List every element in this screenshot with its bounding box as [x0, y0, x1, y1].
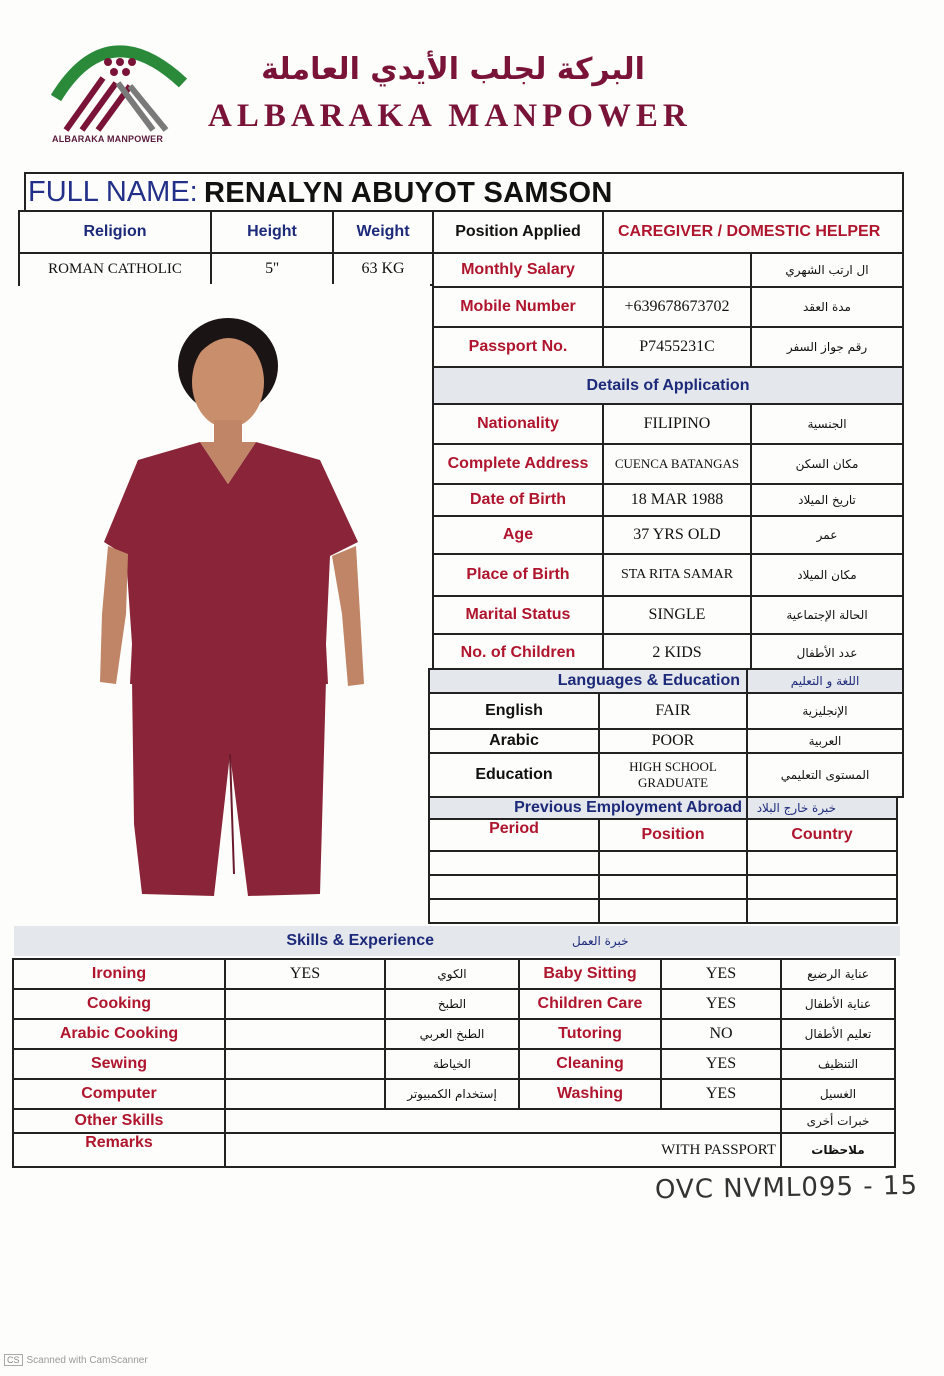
skill-washing-value: YES — [661, 1079, 781, 1109]
english-label: English — [429, 693, 599, 729]
employment-cell — [747, 875, 897, 899]
address-arabic: مكان السكن — [751, 444, 903, 484]
salary-label: Monthly Salary — [433, 253, 603, 287]
position-applied-label: Position Applied — [433, 211, 603, 253]
details-title: Details of Application — [433, 368, 903, 404]
skills-title: Skills & Experience — [286, 932, 434, 949]
marital-status-label: Marital Status — [433, 596, 603, 634]
skill-arabiccooking-arabic: الطبخ العربي — [385, 1019, 519, 1049]
languages-title: Languages & Education — [429, 669, 747, 693]
religion-value: ROMAN CATHOLIC — [19, 253, 211, 285]
skill-cleaning-value: YES — [661, 1049, 781, 1079]
languages-title-arabic: اللغة و التعليم — [747, 669, 903, 693]
employment-cell — [747, 851, 897, 875]
mobile-label-arabic: مدة العقد — [751, 287, 903, 327]
age-label: Age — [433, 516, 603, 554]
employment-cell — [747, 899, 897, 923]
skill-computer-label: Computer — [13, 1079, 225, 1109]
skill-childrencare-arabic: عناية الأطفال — [781, 989, 895, 1019]
skill-babysitting-label: Baby Sitting — [519, 959, 661, 989]
skill-computer-arabic: إستخدام الكمبيوتر — [385, 1079, 519, 1109]
place-of-birth-value: STA RITA SAMAR — [603, 554, 751, 596]
handwritten-note: OVC NVML095 - 15 — [654, 1170, 919, 1206]
employment-cell — [429, 899, 599, 923]
employment-title-arabic: خبرة خارج البلاد — [747, 797, 897, 819]
salary-value — [603, 253, 751, 287]
other-skills-arabic: خبرات أخرى — [781, 1109, 895, 1133]
position-header: Position — [599, 819, 747, 851]
arabic-value: POOR — [599, 729, 747, 753]
period-header: Period — [429, 819, 599, 851]
passport-label-arabic: رقم جواز السفر — [751, 327, 903, 367]
applicant-photo — [20, 284, 430, 926]
age-value: 37 YRS OLD — [603, 516, 751, 554]
employment-cell — [599, 875, 747, 899]
languages-table — [428, 668, 904, 798]
remarks-value: WITH PASSPORT — [225, 1133, 781, 1167]
employment-title: Previous Employment Abroad — [429, 797, 747, 819]
skill-babysitting-value: YES — [661, 959, 781, 989]
skill-ironing-label: Ironing — [13, 959, 225, 989]
religion-label: Religion — [19, 211, 211, 253]
arabic-label: Arabic — [429, 729, 599, 753]
skill-babysitting-arabic: عناية الرضيع — [781, 959, 895, 989]
skill-tutoring-label: Tutoring — [519, 1019, 661, 1049]
dob-arabic: تاريخ الميلاد — [751, 484, 903, 516]
skill-childrencare-label: Children Care — [519, 989, 661, 1019]
skill-cooking-value — [225, 989, 385, 1019]
skill-tutoring-arabic: تعليم الأطفال — [781, 1019, 895, 1049]
place-of-birth-label: Place of Birth — [433, 554, 603, 596]
skills-title-table — [14, 926, 900, 956]
company-name-arabic: البركة لجلب الأيدي العاملة — [261, 52, 645, 87]
education-arabic: المستوى التعليمي — [747, 753, 903, 797]
skill-arabiccooking-label: Arabic Cooking — [13, 1019, 225, 1049]
skill-cooking-label: Cooking — [13, 989, 225, 1019]
summary-table — [18, 210, 904, 254]
employment-cell — [429, 875, 599, 899]
passport-value: P7455231C — [603, 327, 751, 367]
skill-cleaning-label: Cleaning — [519, 1049, 661, 1079]
remarks-arabic: ملاحظات — [781, 1133, 895, 1167]
other-skills-label: Other Skills — [13, 1109, 225, 1133]
country-header: Country — [747, 819, 897, 851]
skill-ironing-value: YES — [225, 959, 385, 989]
skill-computer-value — [225, 1079, 385, 1109]
camscanner-watermark — [4, 1354, 148, 1366]
passport-label: Passport No. — [433, 327, 603, 367]
nationality-value: FILIPINO — [603, 404, 751, 444]
nationality-label: Nationality — [433, 404, 603, 444]
skill-cleaning-arabic: التنظيف — [781, 1049, 895, 1079]
skill-arabiccooking-value — [225, 1019, 385, 1049]
dob-value: 18 MAR 1988 — [603, 484, 751, 516]
albaraka-logo — [48, 28, 198, 148]
children-label: No. of Children — [433, 634, 603, 672]
skill-ironing-arabic: الكوي — [385, 959, 519, 989]
employment-cell — [599, 899, 747, 923]
employment-table — [428, 796, 898, 924]
skill-sewing-arabic: الخياطة — [385, 1049, 519, 1079]
dob-label: Date of Birth — [433, 484, 603, 516]
mobile-label: Mobile Number — [433, 287, 603, 327]
skill-cooking-arabic: الطبخ — [385, 989, 519, 1019]
company-name-english: ALBARAKA MANPOWER — [208, 98, 692, 134]
address-value: CUENCA BATANGAS — [603, 444, 751, 484]
skill-sewing-label: Sewing — [13, 1049, 225, 1079]
height-value: 5'' — [211, 253, 333, 285]
arabic-arabic: العربية — [747, 729, 903, 753]
camscanner-badge: CS — [4, 1354, 23, 1366]
place-of-birth-arabic: مكان الميلاد — [751, 554, 903, 596]
weight-label: Weight — [333, 211, 433, 253]
address-label: Complete Address — [433, 444, 603, 484]
weight-value: 63 KG — [333, 253, 433, 285]
camscanner-text: Scanned with CamScanner — [26, 1355, 148, 1366]
height-label: Height — [211, 211, 333, 253]
children-arabic: عدد الأطفال — [751, 634, 903, 672]
age-arabic: عمر — [751, 516, 903, 554]
logo-caption: ALBARAKA MANPOWER — [52, 134, 164, 144]
skill-washing-arabic: الغسيل — [781, 1079, 895, 1109]
position-applied-value: CAREGIVER / DOMESTIC HELPER — [603, 211, 903, 253]
details-table — [432, 368, 904, 673]
education-value: HIGH SCHOOL GRADUATE — [599, 753, 747, 797]
skills-title-arabic: خبرة العمل — [572, 934, 629, 948]
marital-status-value: SINGLE — [603, 596, 751, 634]
full-name-label: FULL NAME: — [28, 176, 198, 208]
nationality-arabic: الجنسية — [751, 404, 903, 444]
skills-table — [12, 958, 896, 1168]
skill-washing-label: Washing — [519, 1079, 661, 1109]
skill-childrencare-value: YES — [661, 989, 781, 1019]
english-value: FAIR — [599, 693, 747, 729]
education-label: Education — [429, 753, 599, 797]
employment-cell — [599, 851, 747, 875]
summary-values-table — [18, 252, 434, 286]
remarks-label: Remarks — [13, 1133, 225, 1167]
english-arabic: الإنجليزية — [747, 693, 903, 729]
skill-sewing-value — [225, 1049, 385, 1079]
contract-table — [432, 252, 904, 368]
employment-cell — [429, 851, 599, 875]
other-skills-value — [225, 1109, 781, 1133]
mobile-value: +639678673702 — [603, 287, 751, 327]
full-name-value: RENALYN ABUYOT SAMSON — [204, 177, 613, 209]
salary-label-arabic: ال ارتب الشهري — [751, 253, 903, 287]
children-value: 2 KIDS — [603, 634, 751, 672]
marital-status-arabic: الحالة الإجتماعية — [751, 596, 903, 634]
skill-tutoring-value: NO — [661, 1019, 781, 1049]
